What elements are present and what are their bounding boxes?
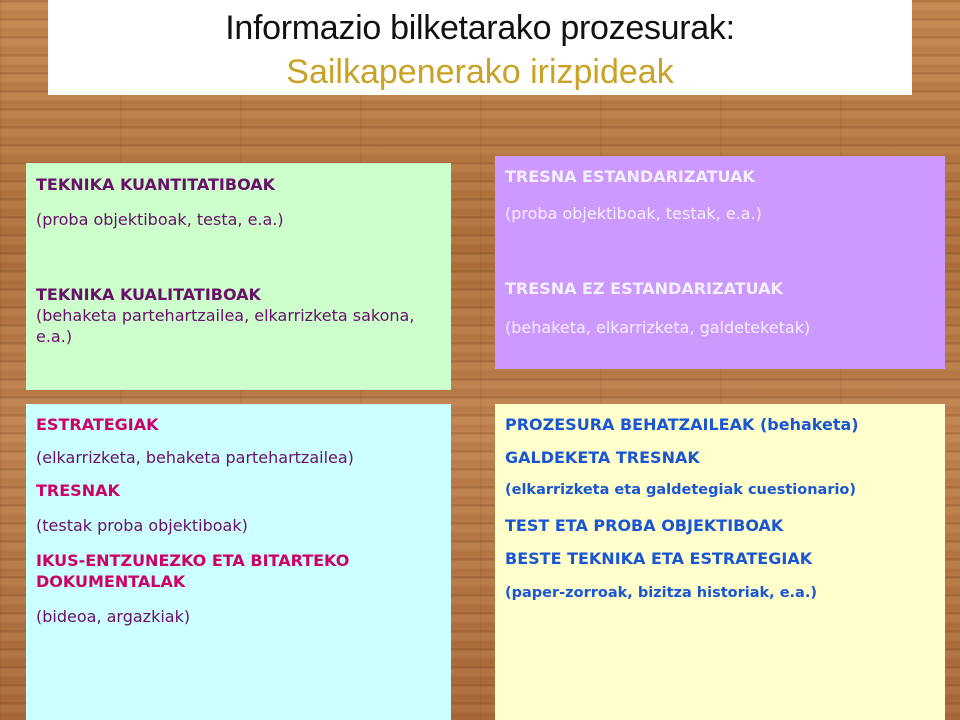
title-banner <box>48 0 912 95</box>
box-heading: GALDEKETA TRESNAK <box>505 448 700 467</box>
box-description: (behaketa partehartzailea, elkarrizketa sakona, e.a.) <box>36 306 415 346</box>
box-description: (proba objektiboak, testa, e.a.) <box>36 210 284 229</box>
box-heading: TRESNAK <box>36 481 120 500</box>
box-heading: TEST ETA PROBA OBJEKTIBOAK <box>505 516 784 535</box>
box-description: (paper-zorroak, bizitza historiak, e.a.) <box>505 585 817 601</box>
box-heading: IKUS-ENTZUNEZKO ETA BITARTEKO DOKUMENTALAK <box>36 551 350 591</box>
box-heading: TEKNIKA KUANTITATIBOAK <box>36 175 276 194</box>
box-heading: TRESNA ESTANDARIZATUAK <box>505 167 755 186</box>
quantitative-qualitative-box <box>26 163 451 390</box>
box-description: (bideoa, argazkiak) <box>36 607 191 626</box>
standardized-tools-box <box>495 156 945 369</box>
box-description: (proba objektiboak, testak, e.a.) <box>505 204 762 223</box>
box-description: (elkarrizketa, behaketa partehartzailea) <box>36 448 354 467</box>
page-title: Informazio bilketarako prozesurak: <box>225 9 735 47</box>
box-heading: ESTRATEGIAK <box>36 415 159 434</box>
box-description: (behaketa, elkarrizketa, galdeteketak) <box>505 318 811 337</box>
box-heading: PROZESURA BEHATZAILEAK (behaketa) <box>505 415 859 434</box>
box-heading: TEKNIKA KUALITATIBOAK <box>36 285 261 304</box>
box-heading: BESTE TEKNIKA ETA ESTRATEGIAK <box>505 549 813 568</box>
box-heading: TRESNA EZ ESTANDARIZATUAK <box>505 279 783 298</box>
box-description: (testak proba objektiboak) <box>36 516 248 535</box>
page-subtitle: Sailkapenerako irizpideak <box>286 53 674 91</box>
box-description: (elkarrizketa eta galdetegiak cuestionario) <box>505 482 857 498</box>
processes-box <box>495 404 945 720</box>
strategies-box <box>26 404 451 720</box>
